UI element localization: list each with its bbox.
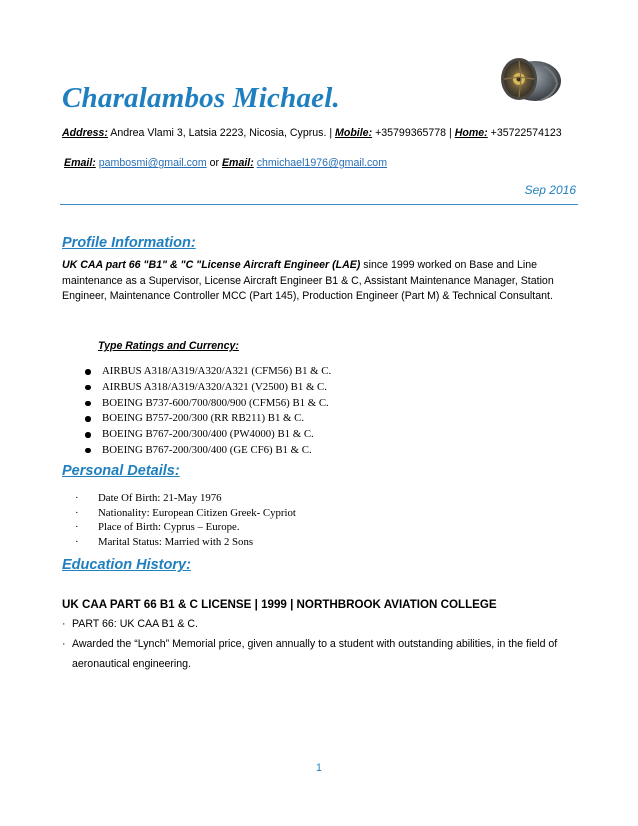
list-item-text: PART 66: UK CAA B1 & C. (72, 618, 199, 630)
list-item-text: Date Of Birth: 21-May 1976 (98, 492, 222, 504)
bullet-icon (85, 432, 91, 438)
list-item-text: Place of Birth: Cyprus – Europe. (98, 521, 240, 534)
list-item-text: BOEING B767-200/300/400 (PW4000) B1 & C. (102, 428, 314, 441)
email1-label: Email: (64, 157, 96, 169)
profile-text (62, 258, 578, 305)
education-heading: Education History: (62, 557, 191, 573)
contact-line (62, 127, 562, 139)
list-item-text: BOEING B767-200/300/400 (GE CF6) B1 & C. (102, 443, 312, 456)
list-item-text: AIRBUS A318/A319/A320/A321 (V2500) B1 & C. (102, 380, 327, 393)
list-item (62, 427, 331, 443)
list-item (62, 614, 582, 634)
middle-dot-icon: · (62, 638, 66, 650)
bullet-icon (85, 385, 91, 391)
list-item (62, 364, 331, 380)
email2-link[interactable]: chmichael1976@gmail.com (256, 157, 388, 169)
email-line (64, 157, 387, 169)
header-divider (60, 204, 578, 205)
list-item (62, 520, 296, 535)
personal-heading: Personal Details: (62, 463, 180, 479)
list-item-text: BOEING B757-200/300 (RR RB211) B1 & C. (102, 412, 305, 425)
education-title: UK CAA PART 66 B1 & C LICENSE | 1999 | NORTHBROOK AVIATION COLLEGE (62, 598, 497, 611)
list-item-text: Awarded the “Lynch” Memorial price, given annually to a student with outstanding abilities, in the field of aeronautical engineering. (72, 638, 558, 670)
list-item (62, 634, 582, 674)
list-item-text: BOEING B737-600/700/800/900 (CFM56) B1 & C. (102, 396, 329, 409)
middle-dot-icon: · (75, 535, 79, 548)
home-label: Home: (454, 127, 488, 139)
jet-engine-image (497, 54, 563, 104)
list-item (62, 506, 296, 521)
email1-link[interactable]: pambosmi@gmail.com (98, 157, 207, 169)
page-number: 1 (316, 762, 322, 774)
type-ratings-list (62, 364, 331, 459)
resume-date: Sep 2016 (524, 183, 576, 197)
profile-heading: Profile Information: (62, 235, 196, 251)
middle-dot-icon: · (62, 618, 66, 630)
email-or-text: or (209, 157, 220, 169)
bullet-icon (85, 416, 91, 422)
list-item (62, 396, 331, 412)
bullet-icon (85, 448, 91, 454)
home-value: +35722574123 (490, 127, 562, 139)
middle-dot-icon: · (75, 492, 79, 504)
list-item-text: AIRBUS A318/A319/A320/A321 (CFM56) B1 & C. (102, 365, 332, 377)
mobile-label: Mobile: (335, 127, 373, 139)
bullet-icon (85, 369, 91, 375)
list-item (62, 380, 331, 396)
middle-dot-icon: · (75, 521, 79, 534)
middle-dot-icon: · (75, 506, 79, 519)
list-item (62, 535, 296, 550)
list-item-text: Marital Status: Married with 2 Sons (98, 535, 254, 548)
type-ratings-heading: Type Ratings and Currency: (98, 340, 239, 352)
candidate-name: Charalambos Michael. (62, 82, 340, 114)
list-item (62, 443, 331, 459)
list-item (62, 491, 296, 506)
address-label: Address: (62, 127, 108, 139)
list-item-text: Nationality: European Citizen Greek- Cypriot (98, 506, 296, 519)
personal-details-list (62, 491, 296, 549)
profile-body: since 1999 worked on Base and Line maintenance as a Supervisor, License Aircraft Engineer B1 & C, Assistant Maintenance Manager, Station Engineer, Maintenance Controller MCC (Part 145), Production Engineer (Part M) & Technical Consultant. (62, 259, 554, 302)
email2-label: Email: (221, 157, 254, 169)
bullet-icon (85, 401, 91, 407)
education-list (62, 614, 582, 674)
mobile-value: +35799365778 | (375, 127, 452, 139)
list-item (62, 411, 331, 427)
profile-highlight: UK CAA part 66 "B1" & "C "License Aircraft Engineer (LAE) (62, 259, 361, 271)
address-value: Andrea Vlami 3, Latsia 2223, Nicosia, Cyprus. | (110, 127, 333, 139)
